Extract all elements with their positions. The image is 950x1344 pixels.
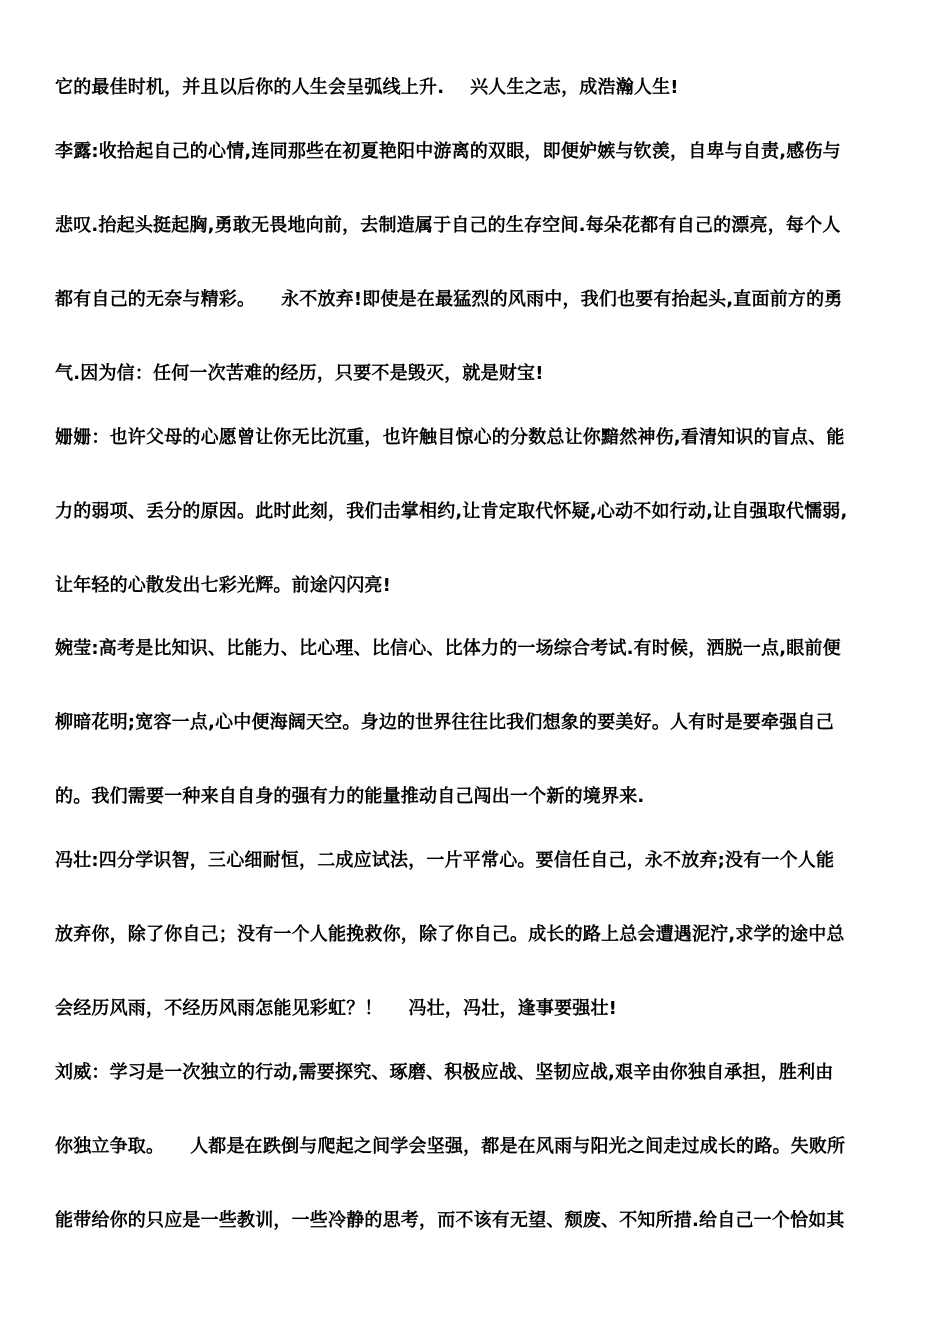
text-line: 的。我们需要一种来自自身的强有力的能量推动自己闯出一个新的境界来. <box>55 786 645 807</box>
text-line: 婉莹:高考是比知识、比能力、比心理、比信心、比体力的一场综合考试.有时候，洒脱一点,眼前便 <box>55 638 841 659</box>
text-line: 它的最佳时机，并且以后你的人生会呈弧线上升. 兴人生之志，成浩瀚人生! <box>55 77 679 98</box>
text-line: 刘威：学习是一次独立的行动,需要探究、琢磨、积极应战、坚韧应战,艰辛由你独自承担，胜利由 <box>55 1062 834 1083</box>
text-line: 放弃你，除了你自己；没有一个人能挽救你，除了你自己。成长的路上总会遭遇泥泞,求学的途中总 <box>55 924 845 945</box>
text-line: 会经历风雨，不经历风雨怎能见彩虹？！ 冯壮，冯壮，逢事要强壮! <box>55 998 618 1019</box>
text-line: 能带给你的只应是一些教训，一些冷静的思考，而不该有无望、颓废、不知所措.给自己一个恰如其 <box>55 1210 845 1231</box>
text-line: 姗姗：也许父母的心愿曾让你无比沉重，也许触目惊心的分数总让你黯然神伤,看清知识的盲点、能 <box>55 427 845 448</box>
text-line: 李露:收拾起自己的心情,连同那些在初夏艳阳中游离的双眼，即便妒嫉与钦羡，自卑与自责,感伤与 <box>55 141 841 162</box>
text-line: 你独立争取。 人都是在跌倒与爬起之间学会坚强，都是在风雨与阳光之间走过成长的路。失败所 <box>55 1136 846 1157</box>
text-line: 气.因为信：任何一次苦难的经历，只要不是毁灭，就是财宝! <box>55 363 544 384</box>
text-line: 柳暗花明;宽容一点,心中便海阔天空。身边的世界往往比我们想象的要美好。人有时是要牵强自己 <box>55 712 834 733</box>
text-line: 力的弱项、丢分的原因。此时此刻，我们击掌相约,让肯定取代怀疑,心动不如行动,让自强取代懦弱, <box>55 501 848 522</box>
text-line: 都有自己的无奈与精彩。 永不放弃!即使是在最猛烈的风雨中，我们也要有抬起头,直面前方的勇 <box>55 289 843 310</box>
text-line: 悲叹.抬起头挺起胸,勇敢无畏地向前，去制造属于自己的生存空间.每朵花都有自己的漂亮，每个人 <box>55 215 841 236</box>
text-line: 冯壮:四分学识智，三心细耐恒，二成应试法，一片平常心。要信任自己，永不放弃;没有一个人能 <box>55 850 835 871</box>
text-line: 让年轻的心散发出七彩光辉。前途闪闪亮! <box>55 575 392 596</box>
